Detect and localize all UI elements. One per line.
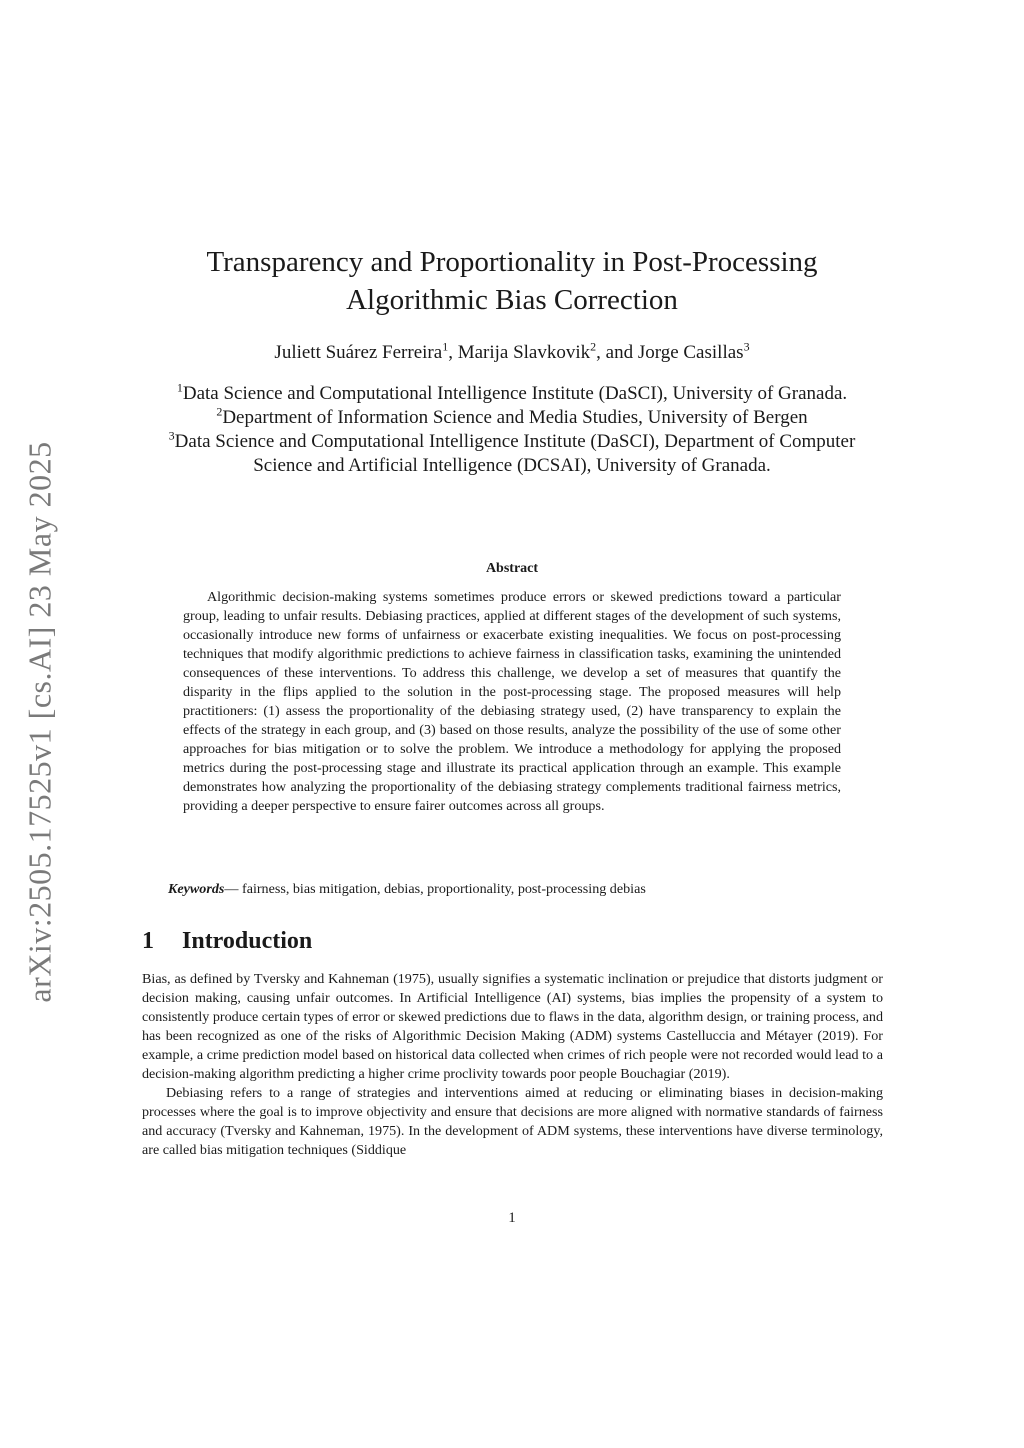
- abstract-body: Algorithmic decision-making systems sometimes produce errors or skewed predictions toward a particular group, leading to unfair results. Debiasing practices, applied at different stages of the development of such systems, occasionally introduce new forms of unfairness or exacerbate existing inequalities. We focus on post-processing techniques that modify algorithmic predictions to achieve fairness in classification tasks, examining the unintended consequences of these interventions. To address this challenge, we develop a set of measures that quantify the disparity in the flips applied to the solution in the post-processing stage. The proposed measures will help practitioners: (1) assess the proportionality of the debiasing strategy used, (2) have transparency to explain the effects of the strategy in each group, and (3) based on those results, analyze the possibility of the use of some other approaches for bias mitigation or to solve the problem. We introduce a methodology for applying the proposed metrics during the post-processing stage and illustrate its practical application through an example. This example demonstrates how analyzing the proportionality of the debiasing strategy complements traditional fairness metrics, providing a deeper perspective to ensure fairer outcomes across all groups.: [183, 589, 841, 814]
- affiliation-mark: 3: [168, 428, 175, 443]
- paper-title-line-1: Transparency and Proportionality in Post-Processing: [206, 246, 818, 278]
- author-name: Juliett Suárez Ferreira: [274, 342, 443, 363]
- affiliation-mark: 1: [442, 339, 449, 354]
- section-number: 1: [142, 928, 154, 954]
- author-separator: , and: [596, 342, 638, 363]
- section-title: Introduction: [182, 928, 313, 954]
- paper-title-line-2: Algorithmic Bias Correction: [346, 284, 678, 316]
- affiliation-list: [150, 382, 874, 478]
- author-separator: ,: [448, 342, 458, 363]
- author-name: Jorge Casillas: [637, 342, 744, 363]
- keywords-dash: —: [224, 881, 242, 897]
- affiliation-2: [150, 406, 874, 430]
- affiliation-text: Department of Information Science and Media Studies, University of Bergen: [222, 407, 808, 428]
- keywords-line: [168, 880, 858, 899]
- affiliation-mark: 3: [743, 339, 750, 354]
- introduction-body: [142, 970, 883, 1160]
- keywords-text: fairness, bias mitigation, debias, proportionality, post-processing debias: [242, 881, 646, 897]
- paper-title: [150, 243, 874, 319]
- affiliation-mark: 1: [176, 380, 183, 395]
- body-paragraph: Debiasing refers to a range of strategies and interventions aimed at reducing or eliminating biases in decision-making processes where the goal is to improve objectivity and ensure that decisions are more aligned with normative standards of fairness and accuracy (Tversky and Kahneman, 1975). In the development of ADM systems, these interventions have diverse terminology, are called bias mitigation techniques (Siddique: [142, 1085, 883, 1158]
- keywords-label: Keywords: [168, 881, 225, 897]
- author-list: [150, 341, 874, 365]
- section-heading-introduction: [142, 925, 312, 957]
- affiliation-1: [150, 382, 874, 406]
- affiliation-text: Data Science and Computational Intelligence Institute (DaSCI), University of Granada.: [182, 383, 848, 404]
- affiliation-text: Data Science and Computational Intelligence Institute (DaSCI), Department of Computer Science and Artificial Intelligence (DCSAI), University of Granada.: [174, 431, 856, 476]
- body-paragraph: Bias, as defined by Tversky and Kahneman (1975), usually signifies a systematic inclination or prejudice that distorts judgment or decision making, causing unfair outcomes. In Artificial Intelligence (AI) systems, bias implies the propensity of a system to consistently produce certain types of error or skewed predictions due to flaws in the data, algorithm design, or training process, and has been recognized as one of the risks of Algorithmic Decision Making (ADM) systems Castelluccia and Métayer (2019). For example, a crime prediction model based on historical data collected when crimes of rich people were not recorded would lead to a decision-making algorithm predicting a higher crime proclivity towards poor people Bouchagiar (2019).: [142, 971, 883, 1082]
- affiliation-mark: 2: [590, 339, 597, 354]
- arxiv-identifier-stamp: arXiv:2505.17525v1 [cs.AI] 23 May 2025: [21, 441, 58, 1003]
- abstract-heading: Abstract: [485, 561, 539, 576]
- author-name: Marija Slavkovik: [457, 342, 591, 363]
- affiliation-3: [150, 430, 874, 478]
- page-number: 1: [508, 1210, 516, 1226]
- affiliation-mark: 2: [216, 404, 223, 419]
